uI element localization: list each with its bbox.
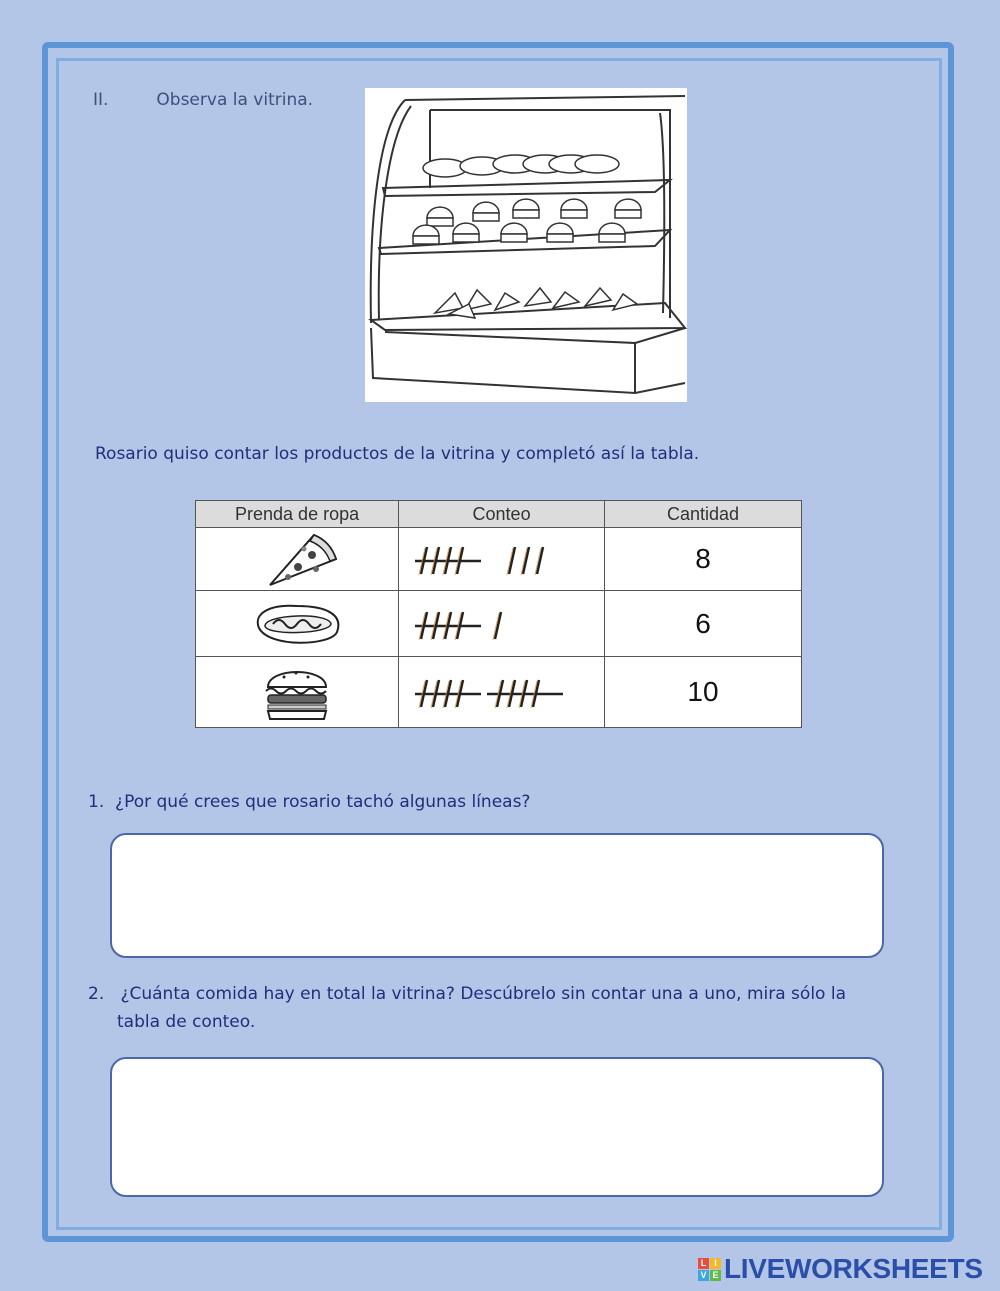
- question-1-text: ¿Por qué crees que rosario tachó algunas líneas?: [115, 792, 531, 812]
- tally-marks: [399, 528, 605, 591]
- tally-10-icon: [413, 672, 583, 712]
- intro-text: Rosario quiso contar los productos de la vitrina y completó así la tabla.: [95, 444, 700, 464]
- tally-table: [195, 500, 802, 728]
- answer-1-input[interactable]: [110, 833, 884, 958]
- item-cell: [196, 528, 399, 591]
- question-2-continuation: tabla de conteo.: [117, 1012, 256, 1032]
- tally-marks: [399, 657, 605, 728]
- answer-2-input[interactable]: [110, 1057, 884, 1197]
- section-title: Observa la vitrina.: [156, 90, 314, 110]
- question-2: [88, 980, 914, 1036]
- header-count: Conteo: [399, 501, 605, 528]
- tally-6-icon: [413, 604, 573, 644]
- brand-name: LIVEWORKSHEETS: [724, 1253, 983, 1284]
- brand-logo-icon: L I V E: [698, 1258, 721, 1281]
- tally-8-icon: [413, 539, 573, 579]
- display-case-icon: [365, 88, 687, 402]
- tally-marks: [399, 591, 605, 657]
- section-heading: [93, 90, 313, 110]
- item-cell: [196, 591, 399, 657]
- section-number: II.: [93, 90, 109, 110]
- quantity-cell: 6: [604, 591, 801, 657]
- table-row: [196, 528, 802, 591]
- quantity-cell: 10: [604, 657, 801, 728]
- quantity-cell: 8: [604, 528, 801, 591]
- table-row: [196, 657, 802, 728]
- pizza-slice-icon: [252, 529, 342, 589]
- hotdog-icon: [249, 594, 345, 654]
- liveworksheets-logo[interactable]: [698, 1254, 983, 1284]
- display-case-image: [365, 88, 687, 402]
- header-item: Prenda de ropa: [196, 501, 399, 528]
- item-cell: [196, 657, 399, 728]
- question-1-number: 1.: [88, 792, 105, 812]
- question-2-text: ¿Cuánta comida hay en total la vitrina? Descúbrelo sin contar una a uno, mira sólo la: [120, 984, 846, 1004]
- table-row: [196, 591, 802, 657]
- question-1: [88, 788, 530, 816]
- header-quantity: Cantidad: [604, 501, 801, 528]
- hamburger-icon: [262, 661, 332, 723]
- question-2-number: 2.: [88, 984, 105, 1004]
